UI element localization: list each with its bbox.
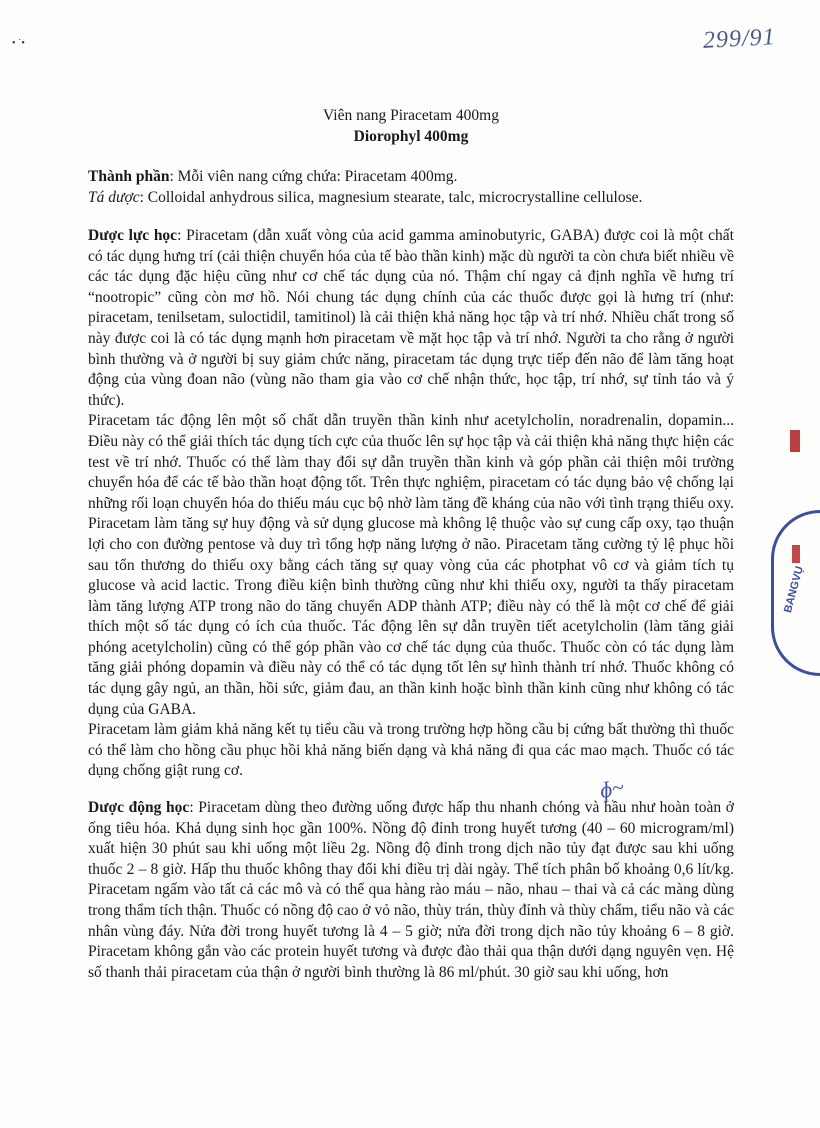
pharmacodynamics-section: [88, 226, 734, 782]
pharmacokinetics-para: [88, 798, 734, 983]
pharmacokinetics-text: : Piracetam dùng theo đường uống được hấp thu nhanh chóng và hầu như hoàn toàn ở ống tiêu hóa. Khả dụng sinh học gần 100%. Nồng độ đỉnh trong huyết tương (40 – 60 microgram/ml) xuất hiện 30 phút sau khi uống một liều 2g. Nồng độ đỉnh trong dịch não tủy đạt được sau khi uống thuốc 2 – 8 giờ. Hấp thu thuốc không thay đổi khi điều trị dài ngày. Thể tích phân bố khoảng 0,6 lít/kg. Piracetam ngấm vào tất cả các mô và có thể qua hàng rào máu – não, nhau – thai và cả các màng dùng trong thẩm tích thận. Thuốc có nồng độ cao ở vỏ não, thùy trán, thùy đỉnh và thùy chẩm, tiểu não và các nhân vùng đáy. Nửa đời trong huyết tương là 4 – 5 giờ; nửa đời trong dịch não tủy khoảng 6 – 8 giờ. Piracetam không gắn vào các protein huyết tương và được đào thải qua thận dưới dạng nguyên vẹn. Hệ số thanh thải piracetam của thận ở người bình thường là 86 ml/phút. 30 giờ sau khi uống, hơn: [88, 799, 735, 981]
stamp-text: BANGVỤ: [782, 564, 806, 615]
pharmacodynamics-para-2: Piracetam tác động lên một số chất dẫn truyền thần kinh như acetylcholin, noradrenalin, dopamin... Điều này có thể giải thích tác dụng tích cực của thuốc lên sự học tập và cải thiện khả năng thực hiện các test về trí nhớ. Thuốc có thể làm thay đổi sự dẫn truyền thần kinh và góp phần cải thiện môi trường chuyển hóa để các tế bào thần hoạt động tốt. Trên thực nghiệm, piracetam có tác dụng bảo vệ chống lại những rối loạn chuyển hóa do thiếu máu cục bộ nhờ làm tăng đề kháng của não với tình trạng thiếu oxy. Piracetam làm tăng sự huy động và sử dụng glucose mà không lệ thuộc vào sự cung cấp oxy, tạo thuận lợi cho con đường pentose và duy trì tổng hợp năng lượng ở não. Piracetam tăng cường tỷ lệ phục hồi sau tổn thương do thiếu oxy bằng cách tăng sự quay vòng của các photphat vô cơ và giảm tích tụ glucose và acid lactic. Trong điều kiện bình thường cũng như khi thiếu oxy, người ta thấy piracetam làm tăng lượng ATP trong não do tăng chuyển ADP thành ATP; điều này có thể là một cơ chế để giải thích một số tác dụng có ích của thuốc. Tác động lên sự dẫn truyền tiết acetylcholin (làm tăng giải phóng acetylcholin) cũng có thể góp phần vào cơ chế tác dụng của thuốc. Thuốc còn có tác dụng làm tăng giải phóng dopamin và điều này có thể có tác dụng tốt lên sự hình thành trí nhớ. Thuốc không có tác dụng gây ngủ, an thần, hồi sức, giảm đau, an thần kinh hoặc bình thần kinh cũng như không có tác dụng của GABA.: [88, 412, 734, 718]
pharmacodynamics-label: Dược lực học: [88, 227, 178, 244]
excipient-line: [88, 188, 734, 209]
pharmacodynamics-para-3: Piracetam làm giảm khả năng kết tụ tiểu cầu và trong trường hợp hồng cầu bị cứng bất thường thì thuốc có thể làm cho hồng cầu phục hồi khả năng biến dạng và khả năng đi qua các mao mạch. Thuốc có tác dụng chống giật rung cơ.: [88, 721, 734, 780]
composition-line: [88, 167, 734, 188]
excipient-label: Tá dược: [88, 188, 140, 206]
edge-red-mark: [790, 430, 800, 452]
pharmacodynamics-text-1: : Piracetam (dẫn xuất vòng của acid gamma aminobutyric, GABA) được coi là một chất có tác dụng hưng trí (cải thiện chuyển hóa của tế bào thần kinh) mặc dù người ta còn chưa biết nhiều về các tác dụng đặc hiệu cũng như cơ chế tác dụng của nó. Thậm chí ngay cả định nghĩa về hưng trí “nootropic” cũng còn mơ hồ. Nói chung tác dụng chính của các thuốc được gọi là hưng trí (như: piracetam, tenilsetam, suloctidil, tamitinol) là cải thiện khả năng học tập và trí nhớ. Nhiều chất trong số này được coi là có tác dụng mạnh hơn piracetam về mặt học tập và trí nhớ. Người ta cho rằng ở người bình thường và ở người bị suy giảm chức năng, piracetam tác dụng trực tiếp đến não để làm tăng hoạt động của vùng đoan não (vùng não tham gia vào cơ chế nhận thức, học tập, trí nhớ, sự tỉnh táo và ý thức).: [88, 227, 734, 409]
composition-section: [88, 167, 734, 208]
scan-specks: • ˙•: [12, 38, 25, 49]
handwritten-page-number: 299/91: [702, 24, 777, 54]
title-line-1: Viên nang Piracetam 400mg: [323, 107, 499, 124]
handwritten-initials: ɸ~: [597, 774, 626, 803]
composition-label: Thành phần: [88, 168, 170, 185]
pharmacokinetics-label: Dược động học: [88, 799, 190, 816]
composition-text: : Mỗi viên nang cứng chứa: Piracetam 400mg.: [169, 168, 458, 185]
pharmacokinetics-section: [88, 798, 734, 983]
excipient-text: : Colloidal anhydrous silica, magnesium stearate, talc, microcrystalline cellulose.: [139, 188, 643, 206]
pharmacodynamics-para-1: [88, 226, 734, 411]
official-stamp: [771, 510, 820, 676]
title-line-2: Diorophyl 400mg: [353, 128, 469, 145]
